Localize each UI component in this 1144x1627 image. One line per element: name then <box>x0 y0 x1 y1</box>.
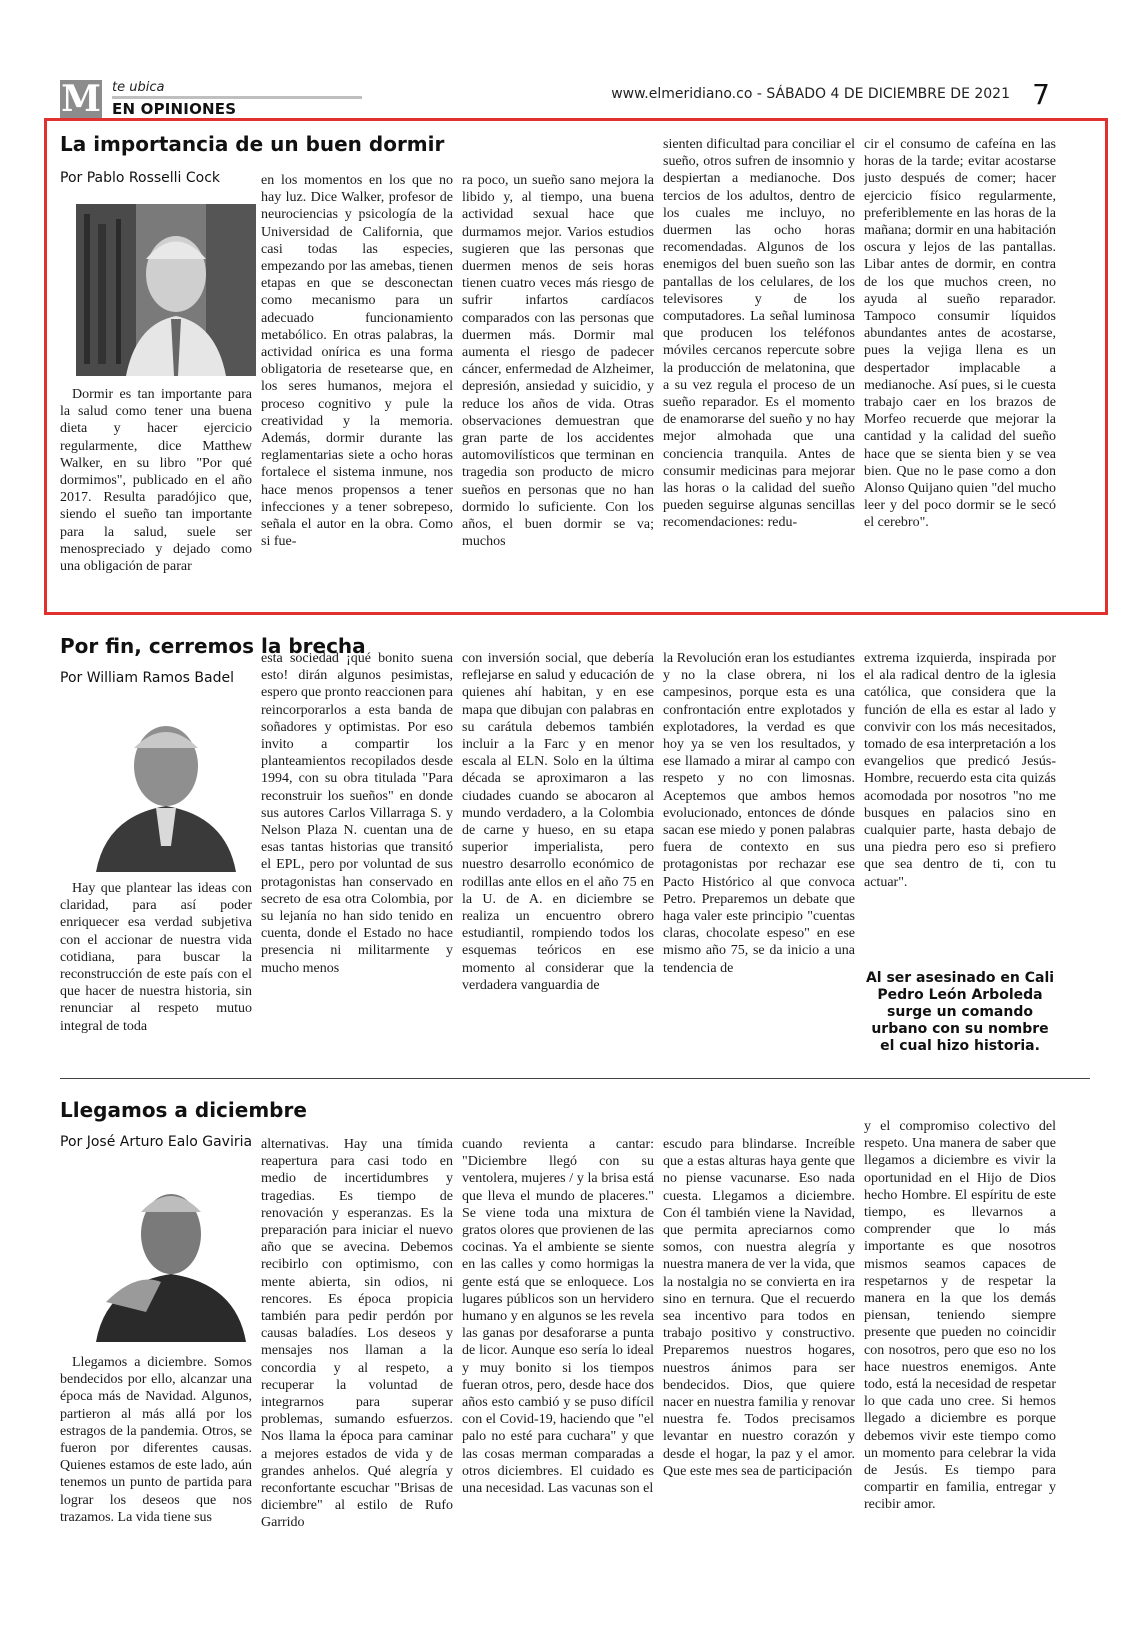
article-llegamos-diciembre <box>60 1092 1090 1582</box>
pull-quote: Al ser asesinado en Cali Pedro León Arboleda surge un comando urbano con su nombre el cual hizo historia. <box>865 970 1055 1054</box>
author-photo <box>76 696 256 872</box>
logo-tagline: te ubica <box>112 80 165 95</box>
article-cerremos-brecha <box>60 628 1090 1068</box>
article-column-5: cir el consumo de cafeína en las horas de la tarde; evitar acostarse justo después de comer; hacer ejercicio físico regularmente, preferiblemente en las horas de la mañana; dormir en una habitación oscura y lejos de las pantallas. Libar antes de dormir, en contra de los que muchos creen, no ayuda al sueño reparador. Tampoco consumir líquidos abundantes antes de acostarse, pues la vejiga llena es un despertador implacable a medianoche. Así pues, si le cuesta trabajo caer en los brazos de Morfeo recuerde que mejorar la cantidad y la calidad del sueño hace que se sienta bien y se vea bien. Que no le pase como a don Alonso Quijano quien "del mucho leer y del poco dormir se le secó el cerebro". <box>864 137 1056 531</box>
page-number: 7 <box>1032 78 1050 111</box>
article-column-3: ra poco, un sueño sano mejora la libido y, al tiempo, una buena actividad sexual hace que durmamos mejor. Varios estudios sugieren que las personas que duermen menos de seis horas tienen cuatro veces más riesgo de sufrir infartos cardíacos comparados con las personas que duermen más. Dormir mal aumenta el riesgo de padecer cáncer, enfermedad de Alzheimer, depresión, ansiedad y suicidio, y reduce los años de vida. Otras observaciones demuestran que gran parte de los accidentes automovilísticos que terminan en tragedia son producto de micro sueños en personas que no han dormido lo suficiente. Con los años, el buen dormir se va; muchos <box>462 173 654 550</box>
article-column-4: la Revolución eran los estudiantes y no la clase obrera, ni los campesinos, porque esta es una confrontación entre explotados y explotadores, la verdad es que hoy ya se ven los resultados, y ese llamado a mirar al campo con respeto y no con limosnas. Aceptemos que ambos hemos evolucionado, entonces de dónde sacan ese miedo y ponen palabras fuera de contexto en sus protagonistas por rechazar ese Pacto Histórico al que convoca Petro. Preparemos un debate que haga valer este principio "cuentas claras, chocolate espeso" en ese mismo año 75, se da inicio a una tendencia de <box>663 651 855 976</box>
page-header <box>60 78 1090 122</box>
article-column-3: con inversión social, que debería reflejarse en salud y educación de quienes ahí habitan, y en ese mapa que dibujan con palabras en su carátula debemos también incluir a la Farc y en menor escala al ELN. Solo en la última década se aproximaron a las ciudades cuando se abocaron al mundo verdadero, a la Colombia de carne y hueso, en su etapa superior imperialista, pero nuestro desarrollo económico de rodillas ante ellos en el año 75 en la U. de A. en diciembre se realiza un encuentro obrero estudiantil, rompiendo todos los esquemas teóricos en ese momento al considerar que la verdadera vanguardia de <box>462 651 654 993</box>
newspaper-logo: M <box>61 78 101 120</box>
article-buen-dormir <box>60 124 1090 614</box>
dateline: www.elmeridiano.co - SÁBADO 4 DE DICIEMBRE DE 2021 <box>611 86 1010 102</box>
article-byline: Por William Ramos Badel <box>60 670 234 686</box>
article-column-5: extrema izquierda, inspirada por el ala radical dentro de la iglesia católica, que considera que la función de ella es estar al lado y convivir con los más necesitados, tomado de esa interpretación a los evangelios que predicó Jesús-Hombre, recuerdo esta cita quizás acomodada por nosotros "no me busques en palacios sino en cualquier parte, hasta debajo de una piedra pero eso si prefiero que sea dentro de ti, con tu actuar". <box>864 651 1056 890</box>
article-column-2: en los momentos en los que no hay luz. Dice Walker, profesor de neurociencias y psicología de la Universidad de California, que casi todas las especies, empezando por las amebas, tienen etapas en que se desconectan como mecanismo para un adecuado funcionamiento metabólico. En otras palabras, la actividad onírica es una forma obligatoria de resetearse que, en los seres humanos, mejora el proceso cognitivo y pule la creatividad y la memoria. Además, dormir durante las reglamentarias siete a ocho horas fortalece el sistema inmune, nos hace menos propensos a tener infecciones y a tener sobrepeso, señala el autor en la obra. Como si fue- <box>261 173 453 550</box>
article-column-3: cuando revienta a cantar: "Diciembre llegó con su ventolera, mujeres / y la brisa está que lleva el mundo de placeres." Se viene toda una mixtura de gratos olores que provienen de las cocinas. Ya el ambiente se siente en las calles y como hormigas la gente está que se enloquece. Los lugares públicos son un hervidero humano y en algunos se les revela las ganas por desaforarse a punta de licor. Aunque eso sería lo ideal y muy bonito si los tiempos fueran otros, pero, desde hace dos años esto cambió y se puso difícil con el Covid-19, haciendo que "el palo no esté para cuchara" y que las cosas merman comparadas a otros diciembres. El cuidado es una necesidad. Las vacunas son el <box>462 1137 654 1497</box>
article-column-2: alternativas. Hay una tímida reapertura para casi todo en medio de incertidumbres y tragedias. Es tiempo de renovación y esperanzas. Es la preparación para iniciar el nuevo año que se avecina. Debemos recibirlo con optimismo, con mente abierta, sin odios, ni rencores. Es época propicia también para pedir perdón por causas baladíes. Los deseos y mensajes nos llaman a la concordia y al respeto, a recuperar la voluntad de integrarnos para superar problemas, sumando esfuerzos. Nos llama la época para caminar a mejores estados de vida y de grandes anhelos. Qué alegría y reconfortante escuchar "Brisas de diciembre" al estilo de Rufo Garrido <box>261 1137 453 1531</box>
author-photo <box>76 1162 256 1342</box>
tagline-divider <box>112 96 362 99</box>
article-byline: Por Pablo Rosselli Cock <box>60 170 221 186</box>
article-column-1: Hay que plantear las ideas con claridad, para así poder enriquecer esa verdad subjetiva con el accionar de nuestra vida cotidiana, para buscar la reconstrucción de este país con el que hacer de nuestra historia, sin renunciar al respeto mutuo integral de toda <box>60 881 252 1034</box>
author-photo <box>76 204 256 376</box>
author-portrait-icon <box>76 204 256 376</box>
article-column-1: Dormir es tan importante para la salud como tener una buena dieta y hacer ejercicio regularmente, dice Matthew Walker, en su libro "Por qué dormimos", publicado en el año 2017. Resulta paradójico que, siendo el sueño tan importante para la salud, suele ser menospreciado y dejado como una obligación de parar <box>60 387 252 575</box>
section-title: EN OPINIONES <box>112 100 237 118</box>
author-portrait-icon <box>76 1162 256 1342</box>
article-column-1: Llegamos a diciembre. Somos bendecidos por ello, alcanzar una época más de Navidad. Algunos, partieron al más allá por los estragos de la pandemia. Otros, se fueron por diferentes causas. Quienes estamos de este lado, aún tenemos un punto de partida para lograr los deseos que nos trazamos. La vida tiene sus <box>60 1355 252 1525</box>
article-column-4: escudo para blindarse. Increíble que a estas alturas haya gente que no piense vacunarse. Eso nada cuesta. Llegamos a diciembre. Con él también viene la Navidad, que permita apreciarnos como somos, con nuestra alegría y nuestra manera de ver la vida, que la nostalgia no se convierta en ira sino en ternura. Que el recuerdo sea incentivo para todos en trabajo positivo y constructivo. Preparemos nuestros hogares, nuestros ánimos para ser bendecidos. Dios, que quiere nacer en nuestra familia y renovar nuestra fe. Todos precisamos levantar en nuestro corazón y desde el hogar, la paz y el amor. Que este mes sea de participación <box>663 1137 855 1479</box>
article-headline: Llegamos a diciembre <box>60 1098 307 1122</box>
article-column-5: y el compromiso colectivo del respeto. Una manera de saber que llegamos a diciembre es vivir la oportunidad en el Hijo de Dios hecho Hombre. El espíritu de este tiempo, es llevarnos a comprender que lo más importante es que nosotros mismos seamos capaces de respetarnos y de respetar la manera en la que los demás piensan, teniendo siempre presente que pueden no coincidir con nosotros, pero que eso no los hace nuestros enemigos. Ante todo, está la necesidad de respetar lo que cada uno cree. Si hemos llegado a diciembre es porque debemos vivir este tiempo como un momento para celebrar la vida de Jesús. Es tiempo para compartir en familia, entregar y recibir amor. <box>864 1119 1056 1513</box>
article-byline: Por José Arturo Ealo Gaviria <box>60 1134 253 1150</box>
article-headline: La importancia de un buen dormir <box>60 132 445 156</box>
article-column-2: esta sociedad ¡qué bonito suena esto! dirán algunos pesimistas, espero que pronto reaccionen para reincorporarlos a esta banda de soñadores y optimistas. Por eso invito a compartir los planteamientos recopilados desde 1994, con su obra titulada "Para reconstruir los sueños" en donde sus autores Carlos Villarraga S. y Nelson Plaza N. cuentan una de esas tantas historias que transitó el EPL, pero por voluntad de sus protagonistas han conservado en secreto de esa otra Colombia, por su lejanía no han sido tenido en cuenta, donde el Estado no hace presencia ni militarmente y mucho menos <box>261 651 453 976</box>
section-divider <box>60 1078 1090 1079</box>
author-portrait-icon <box>76 696 256 872</box>
article-headline: Por fin, cerremos la brecha <box>60 634 366 658</box>
article-column-4: sienten dificultad para conciliar el sueño, otros sufren de insomnio y despiertan a medianoche. Dos tercios de los adultos, dentro de los cuales me incluyo, no duermen las ocho horas recomendadas. Algunos de los enemigos del buen sueño son las pantallas de los celulares, de los televisores y de los computadores. La señal luminosa que producen los teléfonos móviles cercanos repercute sobre la producción de melatonina, que a su vez regula el proceso de un sueño reparador. Es el momento de enamorarse del sueño y no hay mejor almohada que una conciencia tranquila. Antes de consumir medicinas para mejorar las horas o la calidad del sueño pueden seguirse algunas sencillas recomendaciones: redu- <box>663 137 855 531</box>
